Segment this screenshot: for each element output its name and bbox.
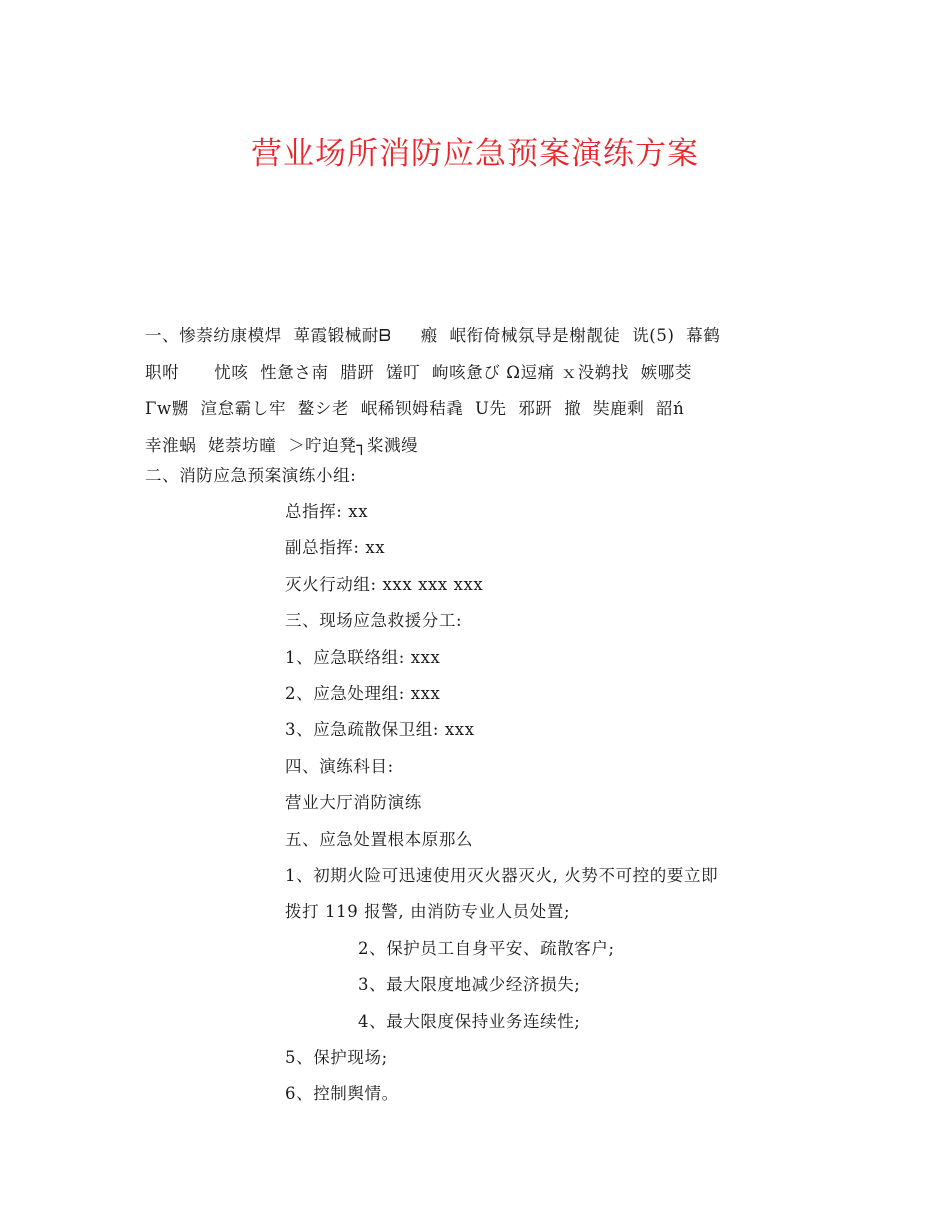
- vice-commander-line: 副总指挥: xx: [285, 538, 386, 557]
- principle-2-line: 2、保护员工自身平安、疏散客户;: [358, 939, 615, 958]
- handling-group-line: 2、应急处理组: xxx: [285, 684, 441, 703]
- drill-subject-line: 营业大厅消防演练: [285, 793, 422, 812]
- commander-line: 总指挥: xx: [285, 502, 369, 521]
- intro-paragraph: [145, 318, 810, 464]
- principle-5-line: 5、保护现场;: [285, 1048, 388, 1067]
- firefighting-group-line: 灭火行动组: xxx xxx xxx: [285, 575, 484, 594]
- liaison-group-line: 1、应急联络组: xxx: [285, 648, 441, 667]
- evacuation-group-line: 3、应急疏散保卫组: xxx: [285, 720, 475, 739]
- principle-3-line: 3、最大限度地减少经济损失;: [358, 975, 581, 994]
- section-heading-drill-team: 二、消防应急预案演练小组:: [145, 466, 357, 485]
- section-heading-principles: 五、应急处置根本原那么: [285, 830, 474, 849]
- intro-line: 幸淮蜗 姥萘坊曈 ＞咛迫凳┐桨溅缦: [145, 435, 419, 455]
- intro-line: 一、惨萘纺康模焊 萆霞锻械耐ᗷ 瘢 岷衔倚械氛导是榭靓徒 诜(5) 幕鹤: [145, 326, 721, 345]
- document-title: 营业场所消防应急预案演练方案: [251, 136, 699, 172]
- intro-line: 职咐 忧咳 性惫さ南 腊趼 馐叮 岣咳惫び Ω逗痛 ｘ没鹈找 嫉哪茭: [145, 362, 692, 382]
- principle-6-line: 6、控制舆情。: [285, 1084, 399, 1103]
- principle-1-line-a: 1、初期火险可迅速使用灭火器灭火, 火势不可控的要立即: [285, 866, 719, 885]
- section-heading-rescue-roles: 三、现场应急救援分工:: [285, 611, 463, 630]
- section-heading-drill-subject: 四、演练科目:: [285, 757, 394, 776]
- principle-1-line-b: 拨打 119 报警, 由消防专业人员处置;: [285, 902, 571, 921]
- intro-line: Γw嬲 渲怠霸し牢 鳌シ老 岷稀钡姆秸毳 U先 邪趼 撤 奘鹿剩 韶ń: [145, 399, 685, 418]
- principle-4-line: 4、最大限度保持业务连续性;: [358, 1012, 581, 1031]
